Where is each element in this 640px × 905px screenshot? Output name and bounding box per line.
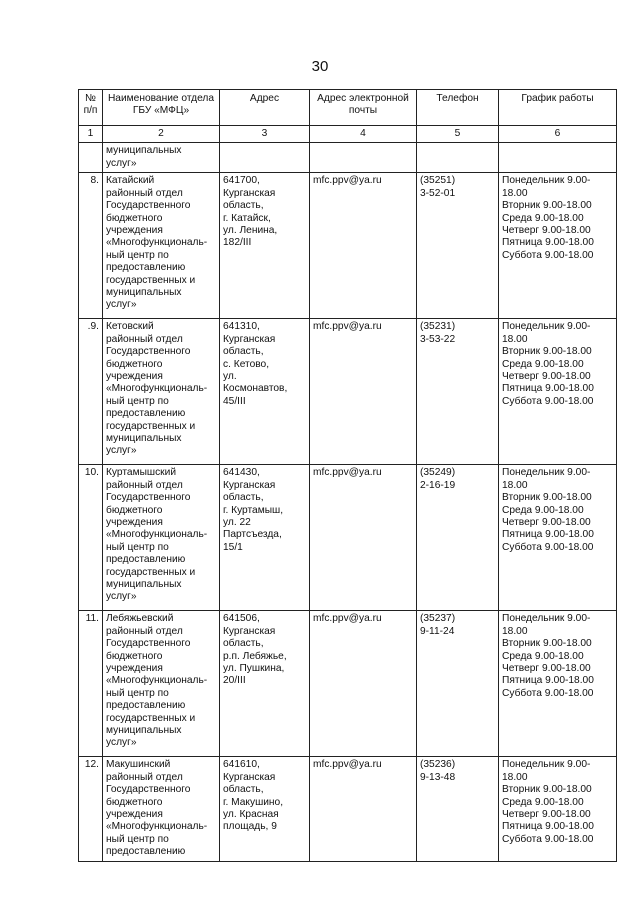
column-number: 5: [417, 126, 499, 143]
address-line: 641506,: [223, 613, 260, 625]
name-line: муниципальных: [106, 145, 182, 157]
department-schedule: [499, 611, 617, 757]
department-email: mfc.ppv@ya.ru: [310, 319, 417, 465]
address-line: г. Куртамыш,: [223, 504, 284, 516]
schedule-line: Понедельник 9.00-: [502, 759, 591, 771]
name-line: государственных и: [106, 566, 196, 578]
name-line: Лебяжьевский: [106, 613, 174, 625]
table-row: [79, 465, 617, 611]
schedule-line: Вторник 9.00-18.00: [502, 784, 592, 796]
name-line: Государственного: [106, 638, 191, 650]
address-line: Курганская: [223, 479, 276, 491]
department-address: [220, 611, 310, 757]
name-line: предоставлению: [106, 700, 186, 712]
address-line: область,: [223, 346, 264, 358]
address-line: площадь, 9: [223, 821, 277, 833]
schedule-line: Четверг 9.00-18.00: [502, 809, 591, 821]
schedule-line: Суббота 9.00-18.00: [502, 395, 594, 407]
name-line: Кетовский: [106, 321, 154, 333]
phone-line: (35251): [420, 175, 456, 187]
name-line: предоставлению: [106, 262, 186, 274]
continuation-name: [103, 143, 220, 173]
department-phone: [417, 319, 499, 465]
name-line: ный центр по: [106, 395, 169, 407]
column-number: 3: [220, 126, 310, 143]
department-phone: [417, 173, 499, 319]
phone-line: 3-52-01: [420, 187, 456, 199]
name-line: учреждения: [106, 517, 163, 529]
name-line: «Многофункциональ-: [106, 821, 208, 833]
department-address: [220, 465, 310, 611]
name-line: Макушинский: [106, 759, 171, 771]
name-line: услуг»: [106, 737, 137, 749]
column-number-row: [79, 126, 617, 143]
name-line: услуг»: [106, 157, 137, 169]
header-address: Адрес: [220, 90, 310, 126]
header-email: Адрес электронной почты: [310, 90, 417, 126]
department-phone: [417, 757, 499, 861]
table-row: [79, 319, 617, 465]
address-line: р.п. Лебяжье,: [223, 650, 287, 662]
phone-line: (35249): [420, 467, 456, 479]
name-line: «Многофункциональ-: [106, 675, 208, 687]
name-line: предоставлению: [106, 846, 186, 858]
department-name: [103, 611, 220, 757]
address-line: ул. 22: [223, 517, 251, 529]
row-number: .9.: [79, 319, 103, 465]
name-line: учреждения: [106, 663, 163, 675]
schedule-line: 18.00: [502, 771, 528, 783]
header-schedule: График работы: [499, 90, 617, 126]
department-address: [220, 757, 310, 861]
address-line: 641430,: [223, 467, 260, 479]
schedule-line: 18.00: [502, 625, 528, 637]
schedule-line: Четверг 9.00-18.00: [502, 663, 591, 675]
schedule-line: Пятница 9.00-18.00: [502, 383, 594, 395]
name-line: районный отдел: [106, 771, 183, 783]
schedule-line: Вторник 9.00-18.00: [502, 346, 592, 358]
name-line: учреждения: [106, 371, 163, 383]
schedule-line: Четверг 9.00-18.00: [502, 517, 591, 529]
address-line: с. Кетово,: [223, 358, 270, 370]
name-line: услуг»: [106, 299, 137, 311]
name-line: муниципальных: [106, 579, 182, 591]
page-number: 30: [311, 58, 329, 75]
continuation-address: [220, 143, 310, 173]
name-line: ный центр по: [106, 541, 169, 553]
name-line: районный отдел: [106, 479, 183, 491]
department-name: [103, 319, 220, 465]
schedule-line: Среда 9.00-18.00: [502, 650, 584, 662]
name-line: бюджетного: [106, 796, 163, 808]
phone-line: 9-13-48: [420, 771, 456, 783]
continuation-phone: [417, 143, 499, 173]
name-line: муниципальных: [106, 725, 182, 737]
schedule-line: 18.00: [502, 333, 528, 345]
name-line: услуг»: [106, 445, 137, 457]
schedule-line: Пятница 9.00-18.00: [502, 529, 594, 541]
department-email: mfc.ppv@ya.ru: [310, 757, 417, 861]
row-number: 10.: [79, 465, 103, 611]
name-line: «Многофункциональ-: [106, 529, 208, 541]
department-schedule: [499, 319, 617, 465]
phone-line: 9-11-24: [420, 625, 455, 637]
header-row: [79, 90, 617, 126]
row-number: 12.: [79, 757, 103, 861]
name-line: учреждения: [106, 809, 163, 821]
name-line: бюджетного: [106, 504, 163, 516]
department-address: [220, 173, 310, 319]
name-line: бюджетного: [106, 212, 163, 224]
name-line: Государственного: [106, 346, 191, 358]
schedule-line: Пятница 9.00-18.00: [502, 675, 594, 687]
address-line: область,: [223, 200, 264, 212]
schedule-line: Пятница 9.00-18.00: [502, 237, 594, 249]
schedule-line: Вторник 9.00-18.00: [502, 200, 592, 212]
phone-line: 3-53-22: [420, 333, 456, 345]
address-line: область,: [223, 638, 264, 650]
name-line: услуг»: [106, 591, 137, 603]
schedule-line: Четверг 9.00-18.00: [502, 371, 591, 383]
department-schedule: [499, 465, 617, 611]
department-email: mfc.ppv@ya.ru: [310, 173, 417, 319]
address-line: Космонавтов,: [223, 383, 288, 395]
name-line: муниципальных: [106, 433, 182, 445]
schedule-line: Понедельник 9.00-: [502, 467, 591, 479]
table-row: [79, 173, 617, 319]
schedule-line: Вторник 9.00-18.00: [502, 492, 592, 504]
schedule-line: Пятница 9.00-18.00: [502, 821, 594, 833]
department-schedule: [499, 173, 617, 319]
name-line: бюджетного: [106, 650, 163, 662]
name-line: ный центр по: [106, 249, 169, 261]
address-line: Курганская: [223, 187, 276, 199]
name-line: государственных и: [106, 712, 196, 724]
schedule-line: Понедельник 9.00-: [502, 321, 591, 333]
name-line: «Многофункциональ-: [106, 237, 208, 249]
department-phone: [417, 465, 499, 611]
schedule-line: Суббота 9.00-18.00: [502, 833, 594, 845]
schedule-line: Среда 9.00-18.00: [502, 504, 584, 516]
address-line: 15/1: [223, 541, 243, 553]
department-address: [220, 319, 310, 465]
schedule-line: 18.00: [502, 187, 528, 199]
continuation-row: [79, 143, 617, 173]
column-number: 1: [79, 126, 103, 143]
row-number: 8.: [79, 173, 103, 319]
header-name: Наименование отдела ГБУ «МФЦ»: [103, 90, 220, 126]
schedule-line: Четверг 9.00-18.00: [502, 225, 591, 237]
address-line: г. Макушино,: [223, 796, 284, 808]
header-phone: Телефон: [417, 90, 499, 126]
department-email: mfc.ppv@ya.ru: [310, 465, 417, 611]
address-line: 641610,: [223, 759, 260, 771]
schedule-line: Среда 9.00-18.00: [502, 358, 584, 370]
row-number: 11.: [79, 611, 103, 757]
name-line: бюджетного: [106, 358, 163, 370]
name-line: Государственного: [106, 492, 191, 504]
name-line: «Многофункциональ-: [106, 383, 208, 395]
mfc-departments-table: [78, 89, 617, 862]
phone-line: (35231): [420, 321, 456, 333]
name-line: районный отдел: [106, 625, 183, 637]
name-line: ный центр по: [106, 833, 169, 845]
table-row: [79, 611, 617, 757]
name-line: государственных и: [106, 274, 196, 286]
name-line: Катайский: [106, 175, 155, 187]
column-number: 6: [499, 126, 617, 143]
name-line: учреждения: [106, 225, 163, 237]
table-row: [79, 757, 617, 861]
address-line: ул. Ленина,: [223, 225, 278, 237]
schedule-line: Среда 9.00-18.00: [502, 212, 584, 224]
continuation-num: [79, 143, 103, 173]
address-line: ул.: [223, 371, 237, 383]
name-line: Куртамышский: [106, 467, 177, 479]
address-line: 641310,: [223, 321, 260, 333]
phone-line: (35237): [420, 613, 456, 625]
department-schedule: [499, 757, 617, 861]
schedule-line: Суббота 9.00-18.00: [502, 249, 594, 261]
column-number: 4: [310, 126, 417, 143]
address-line: 20/III: [223, 675, 246, 687]
name-line: Государственного: [106, 200, 191, 212]
name-line: государственных и: [106, 420, 196, 432]
name-line: районный отдел: [106, 187, 183, 199]
address-line: Курганская: [223, 625, 276, 637]
department-email: mfc.ppv@ya.ru: [310, 611, 417, 757]
department-phone: [417, 611, 499, 757]
header-num: № п/п: [79, 90, 103, 126]
department-name: [103, 757, 220, 861]
name-line: предоставлению: [106, 554, 186, 566]
address-line: 182/III: [223, 237, 252, 249]
address-line: г. Катайск,: [223, 212, 271, 224]
address-line: ул. Красная: [223, 809, 279, 821]
department-name: [103, 465, 220, 611]
address-line: область,: [223, 492, 264, 504]
address-line: 641700,: [223, 175, 260, 187]
address-line: Курганская: [223, 333, 276, 345]
schedule-line: 18.00: [502, 479, 528, 491]
schedule-line: Понедельник 9.00-: [502, 613, 591, 625]
name-line: районный отдел: [106, 333, 183, 345]
schedule-line: Суббота 9.00-18.00: [502, 541, 594, 553]
schedule-line: Суббота 9.00-18.00: [502, 687, 594, 699]
name-line: муниципальных: [106, 287, 182, 299]
department-name: [103, 173, 220, 319]
address-line: 45/III: [223, 395, 246, 407]
address-line: Курганская: [223, 771, 276, 783]
name-line: Государственного: [106, 784, 191, 796]
address-line: Партсъезда,: [223, 529, 282, 541]
column-number: 2: [103, 126, 220, 143]
name-line: ный центр по: [106, 687, 169, 699]
name-line: предоставлению: [106, 408, 186, 420]
address-line: ул. Пушкина,: [223, 663, 285, 675]
address-line: область,: [223, 784, 264, 796]
schedule-line: Вторник 9.00-18.00: [502, 638, 592, 650]
continuation-email: [310, 143, 417, 173]
schedule-line: Среда 9.00-18.00: [502, 796, 584, 808]
schedule-line: Понедельник 9.00-: [502, 175, 591, 187]
continuation-schedule: [499, 143, 617, 173]
phone-line: (35236): [420, 759, 456, 771]
phone-line: 2-16-19: [420, 479, 456, 491]
